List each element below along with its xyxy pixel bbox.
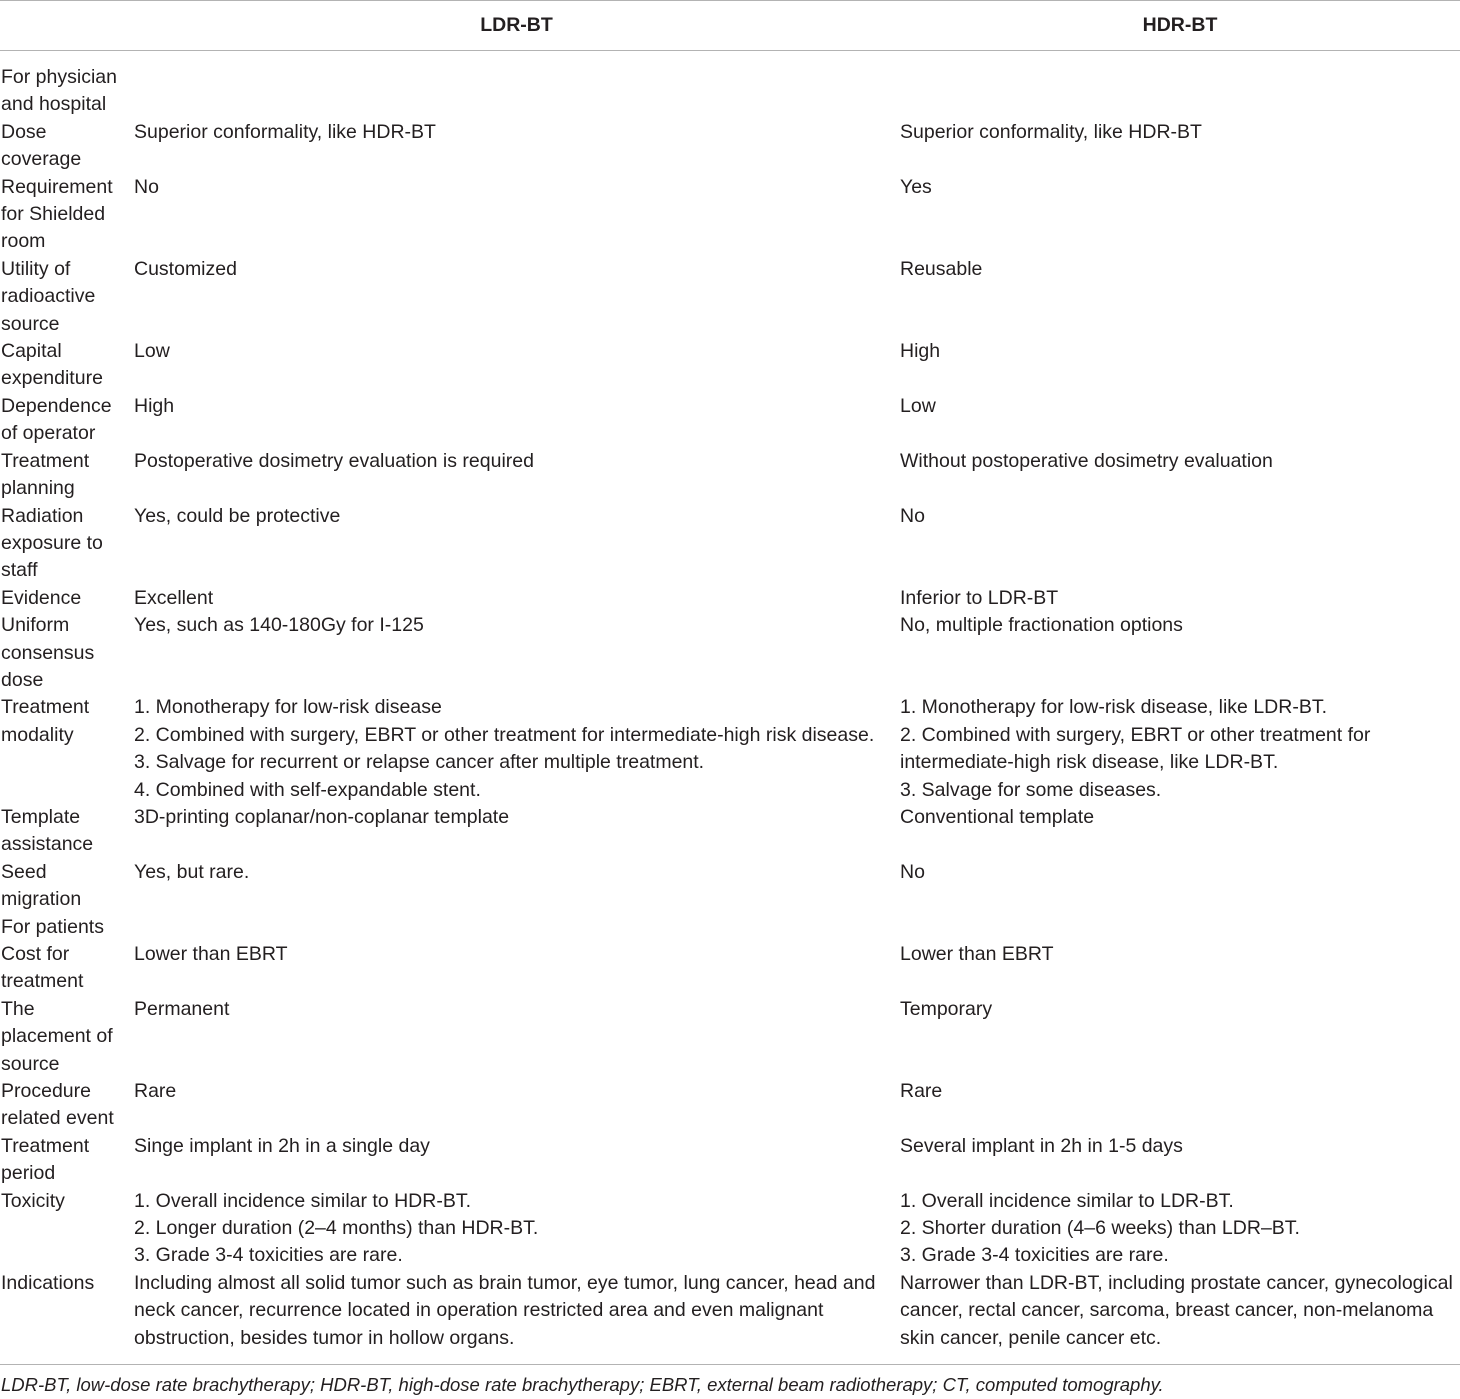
hdr-cell-line: 2. Combined with surgery, EBRT or other treatment for intermediate-high risk disease, like LDR-BT. bbox=[900, 723, 1371, 774]
table-row bbox=[0, 174, 1460, 256]
ldr-cell-line: 2. Combined with surgery, EBRT or other treatment for intermediate-high risk disease. bbox=[134, 723, 875, 746]
ldr-cell bbox=[133, 119, 900, 174]
ldr-cell-line: Singe implant in 2h in a single day bbox=[134, 1134, 430, 1157]
hdr-cell bbox=[900, 585, 1460, 612]
row-label: Procedure related event bbox=[1, 1080, 114, 1130]
section-header-row bbox=[0, 914, 1460, 941]
hdr-cell bbox=[900, 503, 1460, 585]
ldr-cell bbox=[133, 51, 900, 119]
ldr-cell-line: Low bbox=[134, 340, 170, 363]
table-row bbox=[0, 612, 1460, 694]
section-label: For patients bbox=[1, 915, 104, 938]
row-label: Capital expenditure bbox=[1, 340, 103, 390]
header-empty-cell bbox=[0, 1, 133, 51]
hdr-cell bbox=[900, 941, 1460, 996]
ldr-cell bbox=[133, 612, 900, 694]
hdr-cell-line: 1. Overall incidence similar to LDR-BT. bbox=[900, 1189, 1234, 1212]
ldr-cell bbox=[133, 448, 900, 503]
hdr-cell bbox=[900, 996, 1460, 1078]
ldr-cell-line: Yes, could be protective bbox=[134, 504, 341, 527]
table-footnote: LDR-BT, low-dose rate brachytherapy; HDR-BT, high-dose rate brachytherapy; EBRT, external beam radiotherapy; CT, computed tomography. bbox=[0, 1365, 1460, 1399]
hdr-cell-line: 1. Monotherapy for low-risk disease, like LDR-BT. bbox=[900, 696, 1327, 719]
hdr-cell-line: Several implant in 2h in 1-5 days bbox=[900, 1134, 1183, 1157]
hdr-cell bbox=[900, 694, 1460, 804]
table-body bbox=[0, 51, 1460, 1365]
ldr-cell-line: 3D-printing coplanar/non-coplanar template bbox=[134, 805, 510, 828]
table-header-row bbox=[0, 1, 1460, 51]
hdr-cell-line: Rare bbox=[900, 1080, 943, 1103]
row-label: Requirement for Shielded room bbox=[1, 175, 113, 253]
ldr-cell-line: Postoperative dosimetry evaluation is required bbox=[134, 449, 534, 472]
ldr-cell-line: Yes, such as 140-180Gy for I-125 bbox=[134, 614, 424, 637]
ldr-cell-line: 1. Monotherapy for low-risk disease bbox=[134, 696, 442, 719]
table-row bbox=[0, 859, 1460, 914]
hdr-cell bbox=[900, 859, 1460, 914]
table-row bbox=[0, 1270, 1460, 1365]
hdr-cell-line: Inferior to LDR-BT bbox=[900, 586, 1059, 609]
hdr-cell bbox=[900, 393, 1460, 448]
table-row bbox=[0, 256, 1460, 338]
ldr-cell-line: Customized bbox=[134, 257, 237, 280]
hdr-cell bbox=[900, 1078, 1460, 1133]
hdr-cell-line: Conventional template bbox=[900, 805, 1095, 828]
hdr-cell-line: Narrower than LDR-BT, including prostate cancer, gynecological cancer, rectal cancer, sarcoma, breast cancer, non-melanoma skin cancer, penile cancer etc. bbox=[900, 1271, 1453, 1349]
row-label: Treatment planning bbox=[1, 449, 90, 500]
hdr-cell bbox=[900, 1188, 1460, 1270]
hdr-cell bbox=[900, 1133, 1460, 1188]
hdr-cell bbox=[900, 174, 1460, 256]
table-row bbox=[0, 1133, 1460, 1188]
ldr-cell bbox=[133, 393, 900, 448]
ldr-cell-line: 4. Combined with self-expandable stent. bbox=[134, 778, 481, 801]
row-label: Dose coverage bbox=[1, 120, 82, 171]
hdr-cell-line: Yes bbox=[900, 175, 932, 198]
hdr-cell-line: Superior conformality, like HDR-BT bbox=[900, 120, 1202, 143]
ldr-cell-line: Lower than EBRT bbox=[134, 943, 288, 965]
table-row bbox=[0, 804, 1460, 859]
row-label: Seed migration bbox=[1, 860, 82, 911]
row-label: Evidence bbox=[1, 586, 82, 609]
hdr-cell bbox=[900, 256, 1460, 338]
hdr-cell bbox=[900, 338, 1460, 393]
row-label: Utility of radioactive source bbox=[1, 257, 96, 335]
table-row bbox=[0, 585, 1460, 612]
ldr-cell bbox=[133, 1188, 900, 1270]
hdr-cell-line: No, multiple fractionation options bbox=[900, 614, 1183, 637]
table-row bbox=[0, 119, 1460, 174]
ldr-cell bbox=[133, 859, 900, 914]
section-header-row bbox=[0, 51, 1460, 119]
hdr-cell-line: No bbox=[900, 504, 925, 527]
ldr-cell bbox=[133, 1270, 900, 1365]
header-hdr-bt: HDR-BT bbox=[900, 1, 1460, 51]
table-row bbox=[0, 996, 1460, 1078]
ldr-cell bbox=[133, 338, 900, 393]
row-label: Toxicity bbox=[1, 1189, 65, 1212]
hdr-cell-line: Reusable bbox=[900, 257, 983, 280]
ldr-cell bbox=[133, 1078, 900, 1133]
ldr-cell-line: 1. Overall incidence similar to HDR-BT. bbox=[134, 1189, 472, 1212]
ldr-cell bbox=[133, 256, 900, 338]
ldr-cell-line: Rare bbox=[134, 1080, 177, 1103]
ldr-cell-line: Permanent bbox=[134, 997, 230, 1020]
table-row bbox=[0, 941, 1460, 996]
footnote-row bbox=[0, 1365, 1460, 1399]
hdr-cell-line: 2. Shorter duration (4–6 weeks) than LDR–BT. bbox=[900, 1217, 1300, 1240]
hdr-cell bbox=[900, 804, 1460, 859]
header-ldr-bt: LDR-BT bbox=[133, 1, 900, 51]
ldr-cell-line: 3. Grade 3-4 toxicities are rare. bbox=[134, 1244, 403, 1267]
hdr-cell bbox=[900, 1270, 1460, 1365]
row-label: Template assistance bbox=[1, 805, 94, 856]
hdr-cell bbox=[900, 914, 1460, 941]
table-row bbox=[0, 694, 1460, 804]
hdr-cell-line: Lower than EBRT bbox=[900, 943, 1054, 965]
ldr-cell bbox=[133, 941, 900, 996]
hdr-cell bbox=[900, 612, 1460, 694]
hdr-cell-line: No bbox=[900, 860, 925, 883]
hdr-cell bbox=[900, 119, 1460, 174]
row-label: Treatment modality bbox=[1, 696, 90, 746]
ldr-cell bbox=[133, 804, 900, 859]
hdr-cell-line: High bbox=[900, 340, 941, 363]
ldr-cell bbox=[133, 914, 900, 941]
ldr-cell bbox=[133, 503, 900, 585]
ldr-cell-line: Including almost all solid tumor such as brain tumor, eye tumor, lung cancer, head and neck cancer, recurrence located in operation restricted area and even malignant obstruction, besides tumor in hollow organs. bbox=[134, 1271, 876, 1349]
ldr-cell bbox=[133, 694, 900, 804]
row-label: Radiation exposure to staff bbox=[1, 504, 103, 582]
row-label: Cost for treatment bbox=[1, 943, 84, 993]
table-row bbox=[0, 1078, 1460, 1133]
hdr-cell-line: Low bbox=[900, 394, 936, 417]
row-label: Uniform consensus dose bbox=[1, 614, 95, 691]
row-label: Dependence of operator bbox=[1, 394, 112, 445]
hdr-cell-line: 3. Salvage for some diseases. bbox=[900, 778, 1162, 801]
row-label: Treatment period bbox=[1, 1134, 90, 1185]
ldr-cell-line: Excellent bbox=[134, 586, 214, 609]
ldr-cell-line: 3. Salvage for recurrent or relapse cancer after multiple treatment. bbox=[134, 751, 705, 774]
table-row bbox=[0, 1188, 1460, 1270]
table-row bbox=[0, 393, 1460, 448]
ldr-cell bbox=[133, 174, 900, 256]
hdr-cell-line: Without postoperative dosimetry evaluation bbox=[900, 449, 1273, 472]
ldr-cell-line: Superior conformality, like HDR-BT bbox=[134, 120, 436, 143]
ldr-cell-line: High bbox=[134, 394, 175, 417]
ldr-cell-line: No bbox=[134, 175, 159, 198]
row-label: The placement of source bbox=[1, 997, 113, 1075]
ldr-cell bbox=[133, 585, 900, 612]
hdr-cell bbox=[900, 448, 1460, 503]
hdr-cell-line: 3. Grade 3-4 toxicities are rare. bbox=[900, 1244, 1169, 1267]
table-row bbox=[0, 338, 1460, 393]
hdr-cell bbox=[900, 51, 1460, 119]
section-label: For physician and hospital bbox=[1, 66, 117, 116]
table-row bbox=[0, 448, 1460, 503]
hdr-cell-line: Temporary bbox=[900, 997, 993, 1020]
ldr-cell-line: 2. Longer duration (2–4 months) than HDR-BT. bbox=[134, 1217, 539, 1240]
ldr-cell bbox=[133, 996, 900, 1078]
ldr-cell-line: Yes, but rare. bbox=[134, 860, 250, 883]
table-row bbox=[0, 503, 1460, 585]
row-label: Indications bbox=[1, 1271, 95, 1294]
ldr-cell bbox=[133, 1133, 900, 1188]
